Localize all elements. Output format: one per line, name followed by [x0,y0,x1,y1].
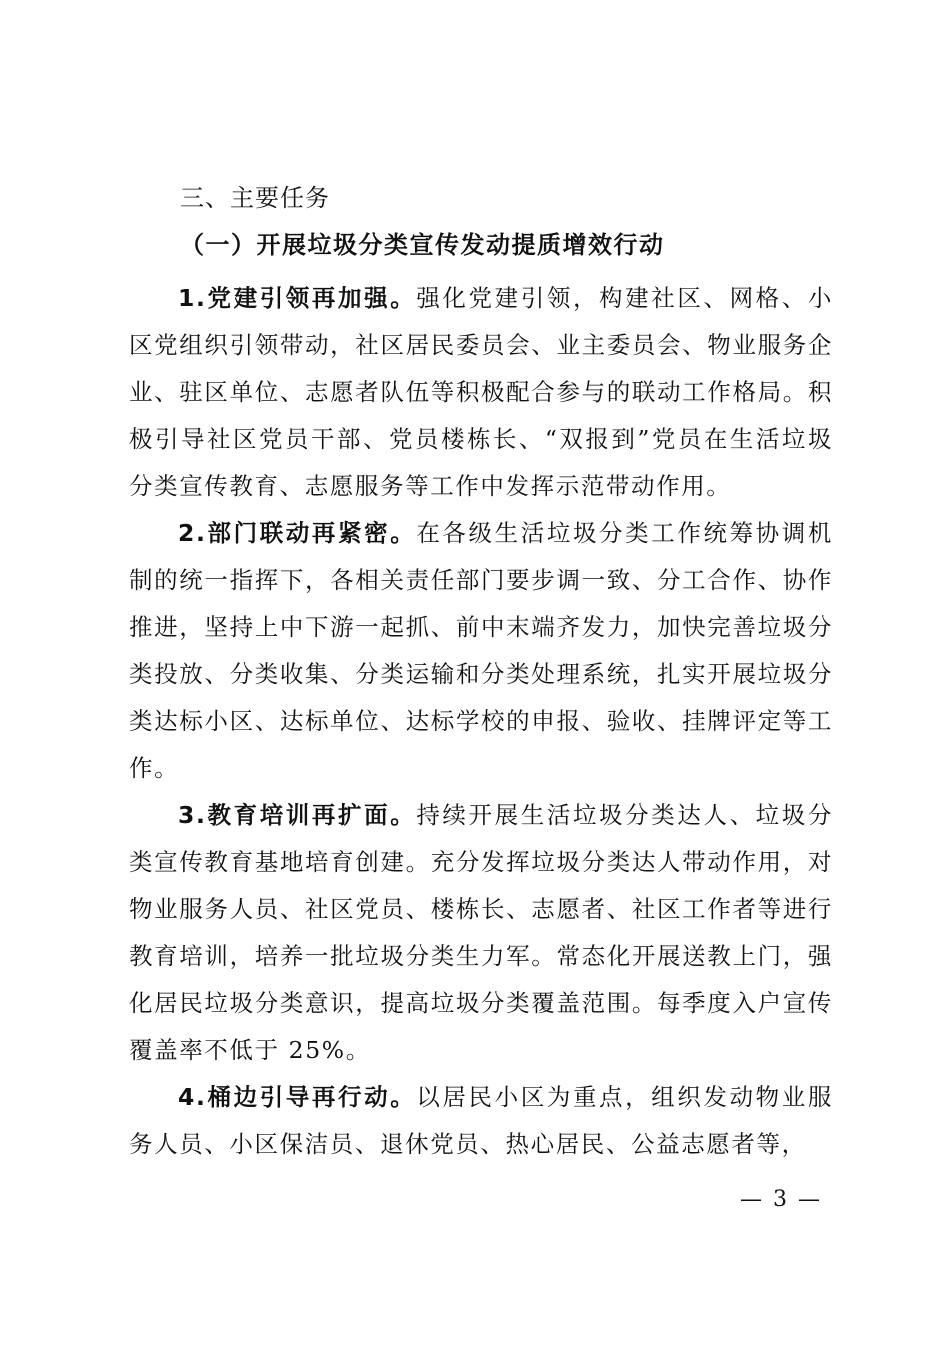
body-text [129,275,833,1168]
paragraph-party-building [129,275,833,510]
paragraph-text: 在各级生活垃圾分类工作统筹协调机制的统一指挥下，各相关责任部门要步调一致、分工合作、协作推进，坚持上中下游一起抓、前中末端齐发力，加快完善垃圾分类投放、分类收集、分类运输和分类处理系统，扎实开展垃圾分类达标小区、达标单位、达标学校的申报、验收、挂牌评定等工作。 [129,519,833,782]
paragraph-education-training [129,792,833,1074]
paragraph-lead: 3.教育培训再扩面。 [178,801,417,829]
page-number: — 3 — [740,1187,822,1212]
paragraph-lead: 2.部门联动再紧密。 [178,519,417,547]
subsection-heading: （一）开展垃圾分类宣传发动提质增效行动 [180,231,665,259]
paragraph-department-coordination [129,510,833,792]
section-heading: 三、主要任务 [180,184,330,212]
paragraph-text: 以居民小区为重点，组织发动物业服务人员、小区保洁员、退休党员、热心居民、公益志愿者等， [129,1083,833,1158]
paragraph-text: 持续开展生活垃圾分类达人、垃圾分类宣传教育基地培育创建。充分发挥垃圾分类达人带动作用，对物业服务人员、社区党员、楼栋长、志愿者、社区工作者等进行教育培训，培养一批垃圾分类生力军。常态化开展送教上门，强化居民垃圾分类意识，提高垃圾分类覆盖范围。每季度入户宣传覆盖率不低于 25%。 [129,801,833,1064]
paragraph-lead: 4.桶边引导再行动。 [178,1083,417,1111]
paragraph-lead: 1.党建引领再加强。 [178,284,417,312]
paragraph-bin-guidance [129,1074,833,1168]
paragraph-text: 强化党建引领，构建社区、网格、小区党组织引领带动，社区居民委员会、业主委员会、物业服务企业、驻区单位、志愿者队伍等积极配合参与的联动工作格局。积极引导社区党员干部、党员楼栋长、“双报到”党员在生活垃圾分类宣传教育、志愿服务等工作中发挥示范带动作用。 [129,284,833,500]
